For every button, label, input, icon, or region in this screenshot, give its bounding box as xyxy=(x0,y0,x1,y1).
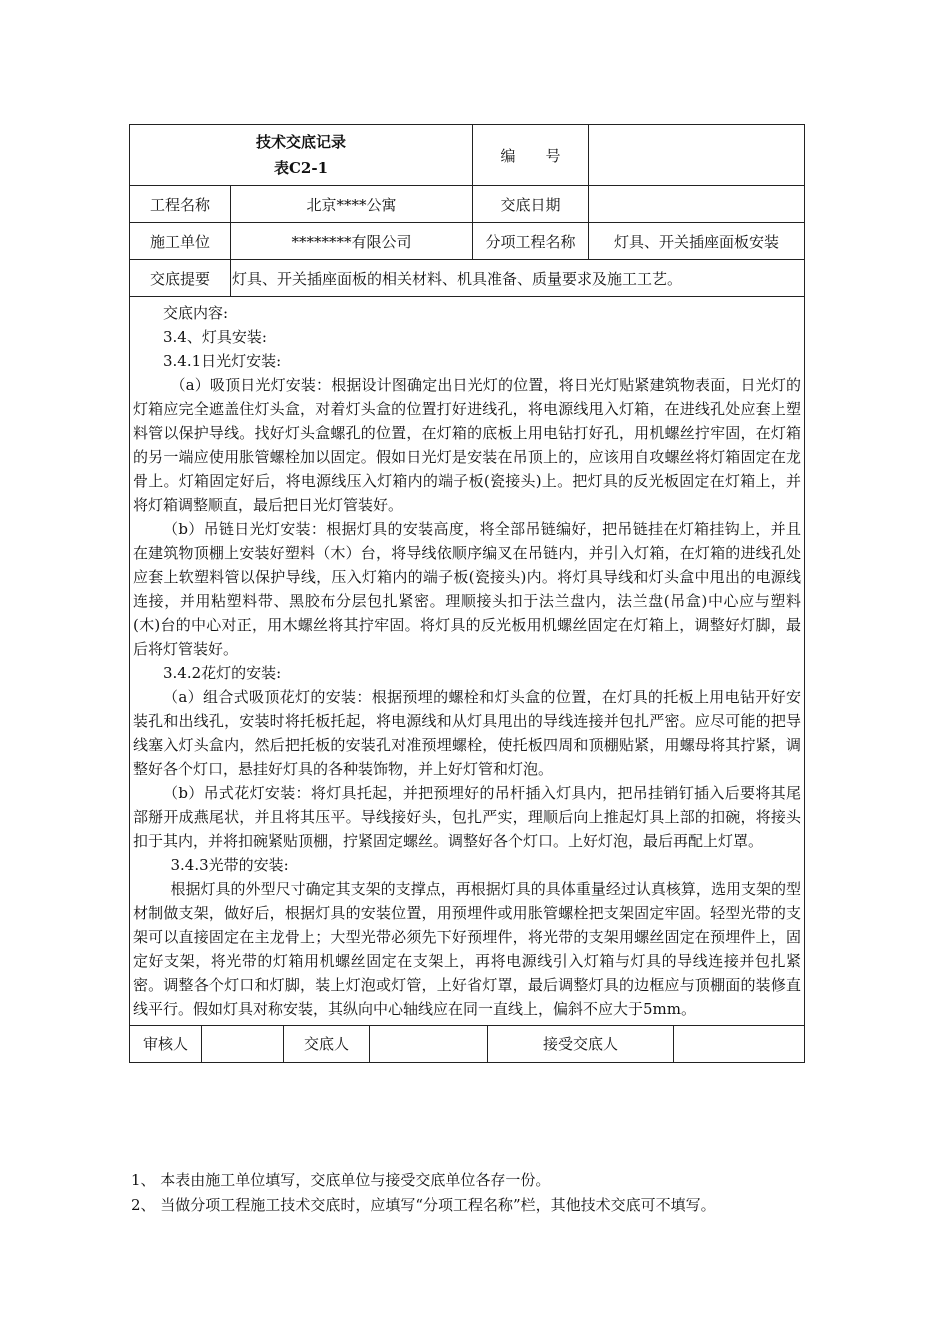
contractor-value[interactable]: ********有限公司 xyxy=(231,223,473,260)
contractor-label: 施工单位 xyxy=(130,223,231,260)
date-value[interactable] xyxy=(589,186,805,223)
project-name-label: 工程名称 xyxy=(130,186,231,223)
form-code: 表C2-1 xyxy=(273,159,329,177)
paragraph-341b: （b）吊链日光灯安装：根据灯具的安装高度，将全部吊链编好，把吊链挂在灯箱挂钩上，并且在建筑物顶棚上安装好塑料（木）台，将导线依顺序编叉在吊链内，并引入灯箱，在灯箱的进线孔处应套上软塑料管以保护导线，压入灯箱内的端子板(瓷接头)内。将灯具导线和灯头盒中甩出的电源线连接，并用粘塑料带、黑胶布分层包扎紧密。理顺接头扣于法兰盘内，法兰盘(吊盒)中心应与塑料(木)台的中心对正，用木螺丝将其拧牢固。将灯具的反光板用机螺丝固定在灯箱上，调整好灯脚，最后将灯管装好。 xyxy=(133,520,802,658)
date-label: 交底日期 xyxy=(473,186,589,223)
content-cell xyxy=(130,297,805,1026)
paragraph-342b: （b）吊式花灯安装：将灯具托起，并把预埋好的吊杆插入灯具内，把吊挂销钉插入后要将其尾部掰开成燕尾状，并且将其压平。导线接好头，包扎严实，理顺后向上推起灯具上部的扣碗，将接头扣于其内，并将扣碗紧贴顶棚，拧紧固定螺丝。调整好各个灯口。上好灯泡，最后再配上灯罩。 xyxy=(133,784,802,850)
discloser-label: 交底人 xyxy=(284,1025,370,1062)
subproject-value[interactable]: 灯具、开关插座面板安装 xyxy=(589,223,805,260)
paragraph-343: 根据灯具的外型尺寸确定其支架的支撑点，再根据灯具的具体重量经过认真核算，选用支架的型材制做支架，做好后，根据灯具的安装位置，用预埋件或用胀管螺栓把支架固定牢固。轻型光带的支架可以直接固定在主龙骨上；大型光带必须先下好预埋件，将光带的支架用螺丝固定在预埋件上，固定好支架，将光带的灯箱用机螺丝固定在支架上，再将电源线引入灯箱与灯具的导线连接并包扎紧密。调整各个灯口和灯脚，装上灯泡或灯管，上好省灯罩，最后调整灯具的边框应与顶棚面的装修直线平行。假如灯具对称安装，其纵向中心轴线应在同一直线上，偏斜不应大于5mm。 xyxy=(133,880,802,1018)
receiver-field[interactable] xyxy=(674,1025,805,1062)
discloser-field[interactable] xyxy=(370,1025,488,1062)
receiver-label: 接受交底人 xyxy=(488,1025,674,1062)
number-value[interactable] xyxy=(589,125,805,186)
subproject-label: 分项工程名称 xyxy=(473,223,589,260)
footnote-2: 2、 当做分项工程施工技术交底时，应填写“分项工程名称”栏，其他技术交底可不填写。 xyxy=(131,1196,716,1214)
subsection-342: 3.4.2花灯的安装: xyxy=(163,664,282,682)
paragraph-342a: （a）组合式吸顶花灯的安装：根据预埋的螺栓和灯头盒的位置，在灯具的托板上用电钻开好安装孔和出线孔，安装时将托板托起，将电源线和从灯具甩出的导线连接并包扎严密。应尽可能的把导线塞入灯头盒内，然后把托板的安装孔对准预埋螺栓，使托板四周和顶棚贴紧，用螺母将其拧紧，调整好各个灯口，悬挂好灯具的各种装饰物，并上好灯管和灯泡。 xyxy=(133,688,802,778)
reviewer-label: 审核人 xyxy=(130,1025,202,1062)
subsection-341: 3.4.1日光灯安装: xyxy=(163,352,282,370)
disclosure-form xyxy=(129,124,804,1063)
section-heading: 3.4、灯具安装: xyxy=(163,328,267,346)
subsection-343: 3.4.3光带的安装: xyxy=(170,856,289,874)
paragraph-341a: （a）吸顶日光灯安装：根据设计图确定出日光灯的位置，将日光灯贴紧建筑物表面，日光灯的灯箱应完全遮盖住灯头盒，对着灯头盒的位置打好进线孔，将电源线甩入灯箱，在进线孔处应套上塑料管以保护导线。找好灯头盒螺孔的位置，在灯箱的底板上用电钻打好孔，用机螺丝拧牢固，在灯箱的另一端应使用胀管螺栓加以固定。假如日光灯是安装在吊顶上的，应该用自攻螺丝将灯箱固定在龙骨上。灯箱固定好后，将电源线压入灯箱内的端子板(瓷接头)上。把灯具的反光板固定在灯箱上，并将灯箱调整顺直，最后把日光灯管装好。 xyxy=(133,376,802,514)
summary-label: 交底提要 xyxy=(130,260,231,297)
number-label: 编 号 xyxy=(473,125,589,186)
form-table xyxy=(129,124,805,1026)
footnotes xyxy=(131,1168,831,1218)
content-heading: 交底内容: xyxy=(163,304,229,322)
form-title: 技术交底记录 xyxy=(256,133,347,151)
footnote-1: 1、 本表由施工单位填写，交底单位与接受交底单位各存一份。 xyxy=(131,1171,551,1189)
reviewer-field[interactable] xyxy=(202,1025,284,1062)
project-name-value[interactable]: 北京****公寓 xyxy=(231,186,473,223)
summary-value[interactable]: 灯具、开关插座面板的相关材料、机具准备、质量要求及施工工艺。 xyxy=(231,260,805,297)
signature-table xyxy=(129,1025,805,1063)
form-title-cell xyxy=(130,125,473,186)
